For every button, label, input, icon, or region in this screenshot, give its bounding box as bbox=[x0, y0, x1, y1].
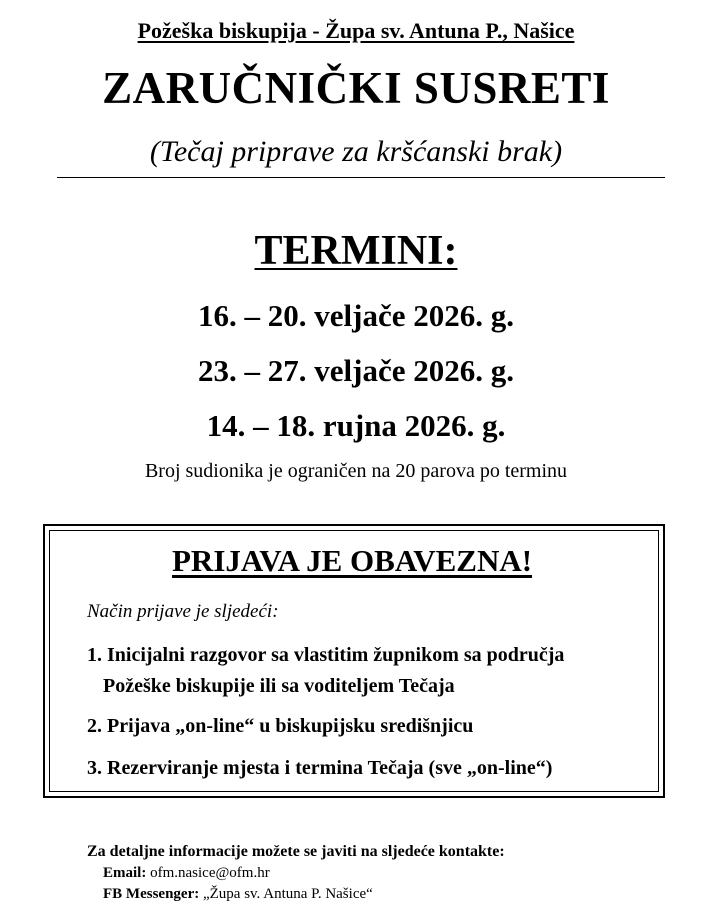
schedule-date: 23. – 27. veljače 2026. g. bbox=[198, 353, 514, 388]
schedule-date: 16. – 20. veljače 2026. g. bbox=[198, 298, 514, 333]
parish-header bbox=[0, 18, 712, 44]
capacity-note: Broj sudionika je ograničen na 20 parova po terminu bbox=[144, 460, 568, 482]
schedule-heading-text: TERMINI: bbox=[254, 228, 458, 274]
contact-email-row bbox=[103, 865, 270, 882]
signup-heading bbox=[172, 543, 532, 579]
page-subtitle: (Tečaj priprave za kršćanski brak) bbox=[149, 135, 563, 168]
contact-email-label: Email: bbox=[103, 865, 147, 881]
signup-step: 3. Rezerviranje mjesta i termina Tečaja (sve „on-line“) bbox=[87, 757, 553, 779]
signup-intro: Način prijave je sljedeći: bbox=[87, 601, 279, 622]
signup-heading-text: PRIJAVA JE OBAVEZNA! bbox=[172, 543, 533, 578]
contact-fb-label: FB Messenger: bbox=[103, 886, 200, 902]
title-divider bbox=[57, 177, 665, 178]
contact-email-value[interactable]: ofm.nasice@ofm.hr bbox=[150, 865, 270, 881]
page-title: ZARUČNIČKI SUSRETI bbox=[102, 63, 610, 113]
schedule-heading bbox=[0, 227, 712, 275]
signup-step: 1. Inicijalni razgovor sa vlastitim župnikom sa područja bbox=[87, 644, 565, 666]
signup-step: 2. Prijava „on-line“ u biskupijsku središnjicu bbox=[87, 715, 474, 737]
contact-fb-row bbox=[103, 886, 373, 903]
contact-heading: Za detaljne informacije možete se javiti na sljedeće kontakte: bbox=[87, 843, 505, 860]
schedule-date: 14. – 18. rujna 2026. g. bbox=[206, 408, 506, 443]
contact-fb-value: „Župa sv. Antuna P. Našice“ bbox=[202, 886, 373, 902]
signup-step-continuation: Požeške biskupije ili sa voditeljem Tečaja bbox=[103, 675, 455, 697]
parish-header-text: Požeška biskupija - Župa sv. Antuna P., Našice bbox=[137, 18, 575, 43]
